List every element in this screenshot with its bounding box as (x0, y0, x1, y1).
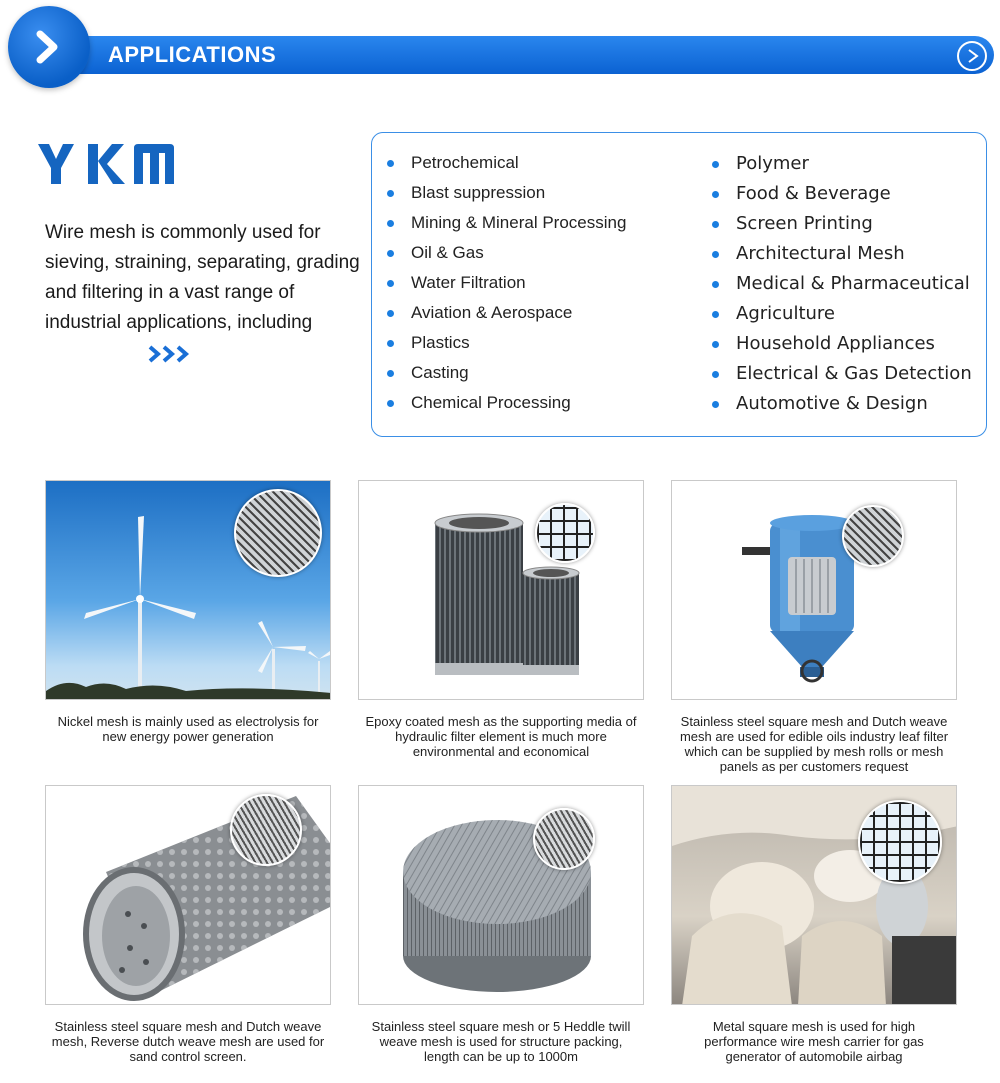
list-item: Aviation & Aerospace (387, 298, 626, 328)
list-item: Automotive & Design (712, 389, 972, 419)
play-circle-icon[interactable] (957, 41, 987, 71)
list-item: Chemical Processing (387, 388, 626, 418)
product-caption: Metal square mesh is used for high performance wire mesh carrier for gas generator of automobile airbag (704, 1019, 924, 1064)
filter-cartridges-photo (358, 480, 644, 700)
list-item: Screen Printing (712, 209, 972, 239)
product-caption: Stainless steel square mesh or 5 Heddle twill weave mesh is used for structure packing, length can be up to 1000m (371, 1019, 631, 1064)
list-item: Polymer (712, 149, 972, 179)
mesh-closeup (535, 503, 595, 563)
list-item: Architectural Mesh (712, 239, 972, 269)
product-card-sand-control (45, 785, 331, 1064)
list-item: Petrochemical (387, 148, 626, 178)
mesh-closeup (533, 808, 595, 870)
list-item: Electrical & Gas Detection (712, 359, 972, 389)
list-item: Household Appliances (712, 329, 972, 359)
leaf-filter-vessel-photo (671, 480, 957, 700)
mesh-closeup (842, 505, 904, 567)
applications-list-right (712, 149, 972, 419)
list-item: Agriculture (712, 299, 972, 329)
product-card-epoxy-mesh (358, 480, 644, 759)
list-item: Mining & Mineral Processing (387, 208, 626, 238)
list-item: Plastics (387, 328, 626, 358)
product-card-leaf-filter (671, 480, 957, 774)
list-item: Blast suppression (387, 178, 626, 208)
mesh-closeup (234, 489, 322, 577)
section-title: APPLICATIONS (108, 42, 277, 67)
structured-packing-disc-photo (358, 785, 644, 1005)
mesh-closeup (858, 800, 942, 884)
ykm-logo (38, 144, 178, 186)
list-item: Casting (387, 358, 626, 388)
car-airbag-interior-photo (671, 785, 957, 1005)
wind-turbines-photo (45, 480, 331, 700)
product-card-structure-packing (358, 785, 644, 1064)
sand-control-screen-photo (45, 785, 331, 1005)
chevron-right-icon (30, 28, 68, 66)
product-caption: Stainless steel square mesh and Dutch weave mesh are used for edible oils industry leaf filter which can be supplied by mesh rolls or mesh panels as per customers request (679, 714, 949, 774)
product-card-nickel-mesh (45, 480, 331, 744)
product-caption: Epoxy coated mesh as the supporting media of hydraulic filter element is much more environmental and economical (365, 714, 637, 759)
list-item: Food & Beverage (712, 179, 972, 209)
product-card-airbag (671, 785, 957, 1064)
list-item: Medical & Pharmaceutical (712, 269, 972, 299)
product-caption: Nickel mesh is mainly used as electrolysis for new energy power generation (57, 714, 319, 744)
triple-chevron-right-icon (148, 345, 194, 363)
product-caption: Stainless steel square mesh and Dutch weave mesh, Reverse dutch weave mesh are used for sand control screen. (51, 1019, 325, 1064)
applications-list-left (387, 148, 626, 418)
list-item: Oil & Gas (387, 238, 626, 268)
mesh-closeup (230, 794, 302, 866)
intro-text: Wire mesh is commonly used for sieving, straining, separating, grading and filtering in a vast range of industrial applications, including (45, 222, 360, 333)
list-item: Water Filtration (387, 268, 626, 298)
chevron-badge (8, 6, 90, 88)
